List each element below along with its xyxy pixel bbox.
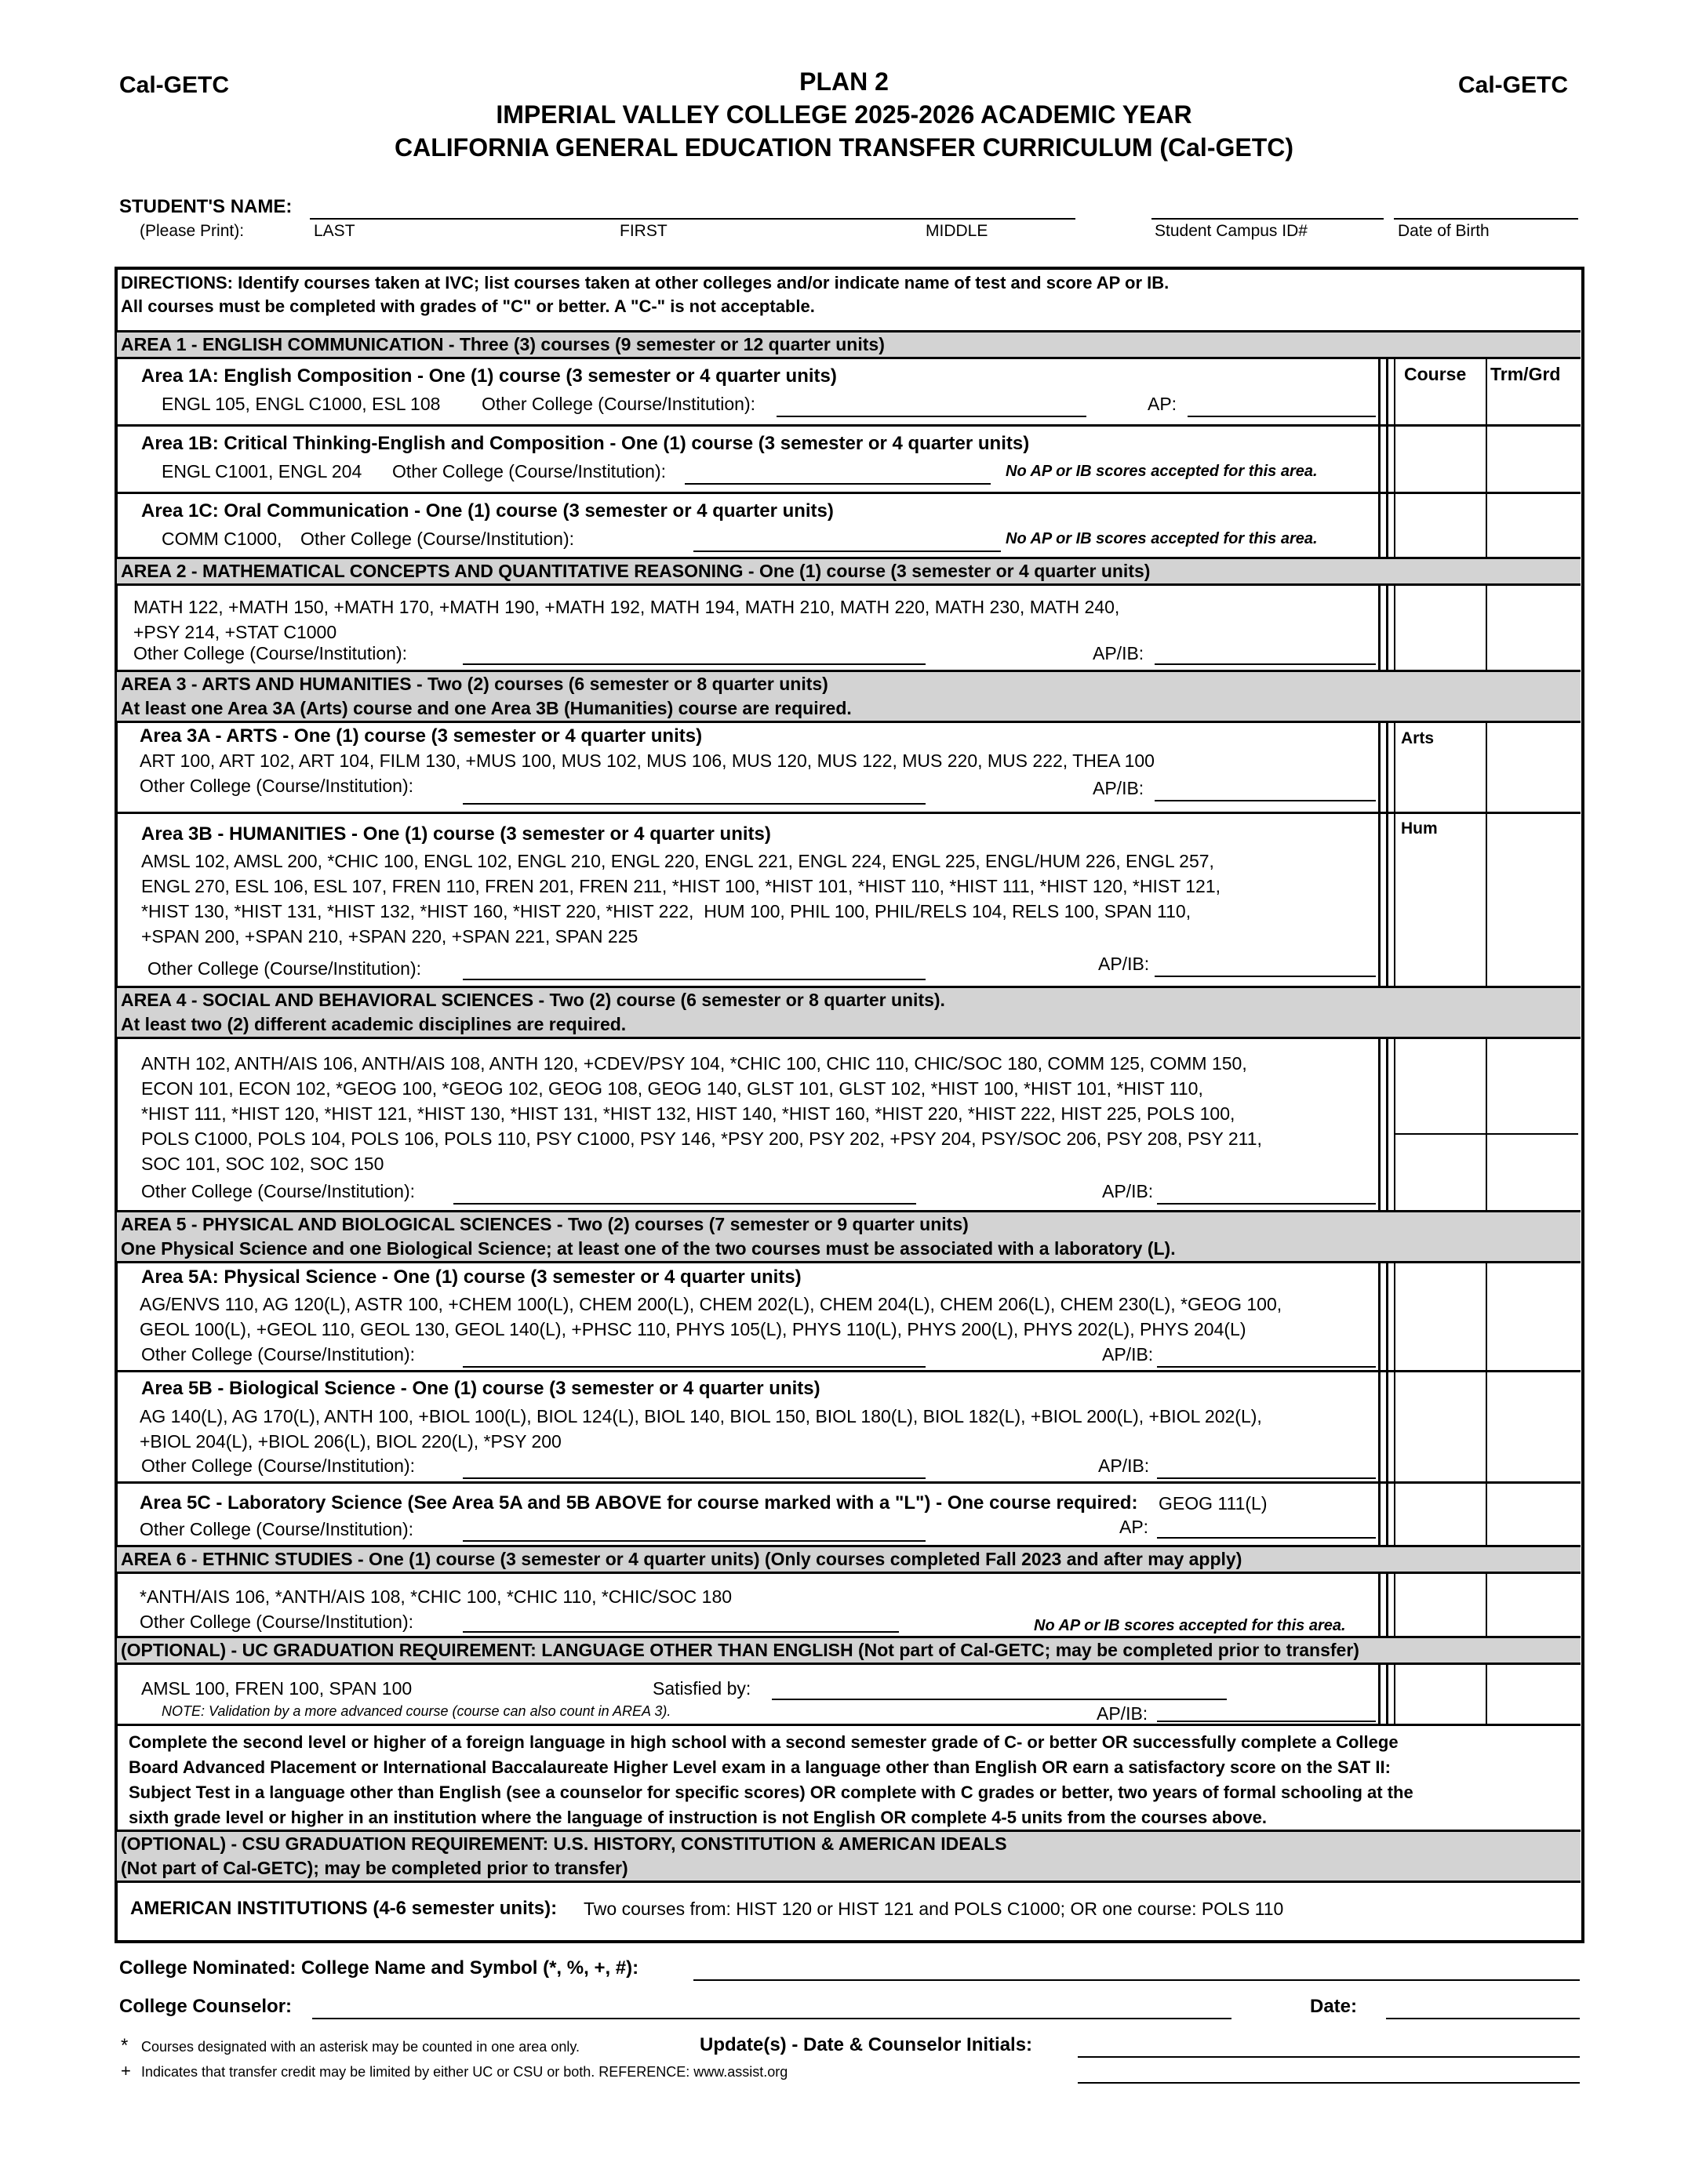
rule bbox=[117, 1663, 1581, 1665]
grid-line bbox=[1386, 1663, 1388, 1724]
apib-label: AP/IB: bbox=[1093, 643, 1144, 663]
other-college-field[interactable] bbox=[463, 1631, 899, 1633]
other-college-label: Other College (Course/Institution): bbox=[140, 1612, 413, 1632]
college-counselor-label: College Counselor: bbox=[119, 1996, 293, 2017]
grid-line bbox=[1486, 357, 1487, 557]
grid-line bbox=[1486, 1572, 1487, 1636]
last-label: LAST bbox=[314, 222, 355, 240]
college-nominated-label: College Nominated: College Name and Symbol (*, %, +, #): bbox=[119, 1957, 639, 1979]
area3b-title: Area 3B - HUMANITIES - One (1) course (3 semester or 4 quarter units) bbox=[141, 823, 771, 845]
dob-label: Date of Birth bbox=[1398, 222, 1490, 240]
plus-symbol: + bbox=[121, 2061, 131, 2080]
hum-label: Hum bbox=[1401, 819, 1438, 838]
grid-line bbox=[1394, 721, 1395, 986]
grid-line bbox=[1386, 1037, 1388, 1210]
area3b-courses: AMSL 102, AMSL 200, *CHIC 100, ENGL 102, ENGL 210, ENGL 220, ENGL 221, ENGL 224, ENGL 225, ENGL/HUM 226, ENGL 257, ENGL 270, ESL 106, ESL 107, FREN 110, FREN 201, FREN 211, *HIST 100, *HIST 101, *HIST 110, *HIST 111, *HIST 120, *HIST 121, *HIST 130, *HIST 131, *HIST 132, *HIST 160, *HIST 220, *HIST 222, HUM 100, PHIL 100, PHIL/RELS 104, RELS 100, SPAN 110, +SPAN 200, +SPAN 210, +SPAN 220, +SPAN 221, SPAN 225 bbox=[141, 851, 1221, 947]
date-of-birth-field[interactable] bbox=[1394, 218, 1578, 220]
grid-line bbox=[1378, 583, 1381, 670]
area3-title: AREA 3 - ARTS AND HUMANITIES - Two (2) courses (6 semester or 8 quarter units) bbox=[121, 674, 828, 694]
apib-label: AP/IB: bbox=[1102, 1181, 1154, 1201]
other-college-field[interactable] bbox=[453, 1203, 916, 1205]
updates-field-2[interactable] bbox=[1078, 2082, 1580, 2084]
apib-field[interactable] bbox=[1157, 1721, 1376, 1722]
arts-label: Arts bbox=[1401, 729, 1435, 747]
apib-field[interactable] bbox=[1157, 1477, 1376, 1479]
csu-subtitle: (Not part of Cal-GETC); may be completed prior to transfer) bbox=[121, 1858, 628, 1878]
updates-field-1[interactable] bbox=[1078, 2056, 1580, 2058]
trm-grd-column-header: Trm/Grd bbox=[1490, 364, 1561, 384]
area5c-title: Area 5C - Laboratory Science (See Area 5A and 5B ABOVE for course marked with a "L") - One course required: bbox=[140, 1492, 1138, 1514]
uc-note: NOTE: Validation by a more advanced course (course can also count in AREA 3). bbox=[162, 1703, 671, 1719]
no-ap-ib-note: No AP or IB scores accepted for this area. bbox=[1034, 1617, 1346, 1634]
other-college-field[interactable] bbox=[463, 1477, 926, 1479]
student-name-label: STUDENT'S NAME: bbox=[119, 196, 293, 217]
date-label: Date: bbox=[1310, 1996, 1358, 2017]
rule bbox=[117, 1724, 1581, 1726]
other-college-label: Other College (Course/Institution): bbox=[140, 1519, 413, 1539]
rule bbox=[117, 1261, 1581, 1263]
please-print-label: (Please Print): bbox=[140, 222, 245, 240]
grid-line bbox=[1386, 1261, 1388, 1545]
other-college-field[interactable] bbox=[685, 483, 991, 485]
updates-label: Update(s) - Date & Counselor Initials: bbox=[700, 2034, 1033, 2055]
rule bbox=[117, 424, 1581, 427]
area1c-courses: COMM C1000, bbox=[162, 529, 282, 549]
area5b-title: Area 5B - Biological Science - One (1) course (3 semester or 4 quarter units) bbox=[141, 1378, 820, 1399]
apib-label: AP/IB: bbox=[1093, 778, 1144, 798]
rule bbox=[117, 1881, 1581, 1883]
grid-line bbox=[1394, 1261, 1395, 1545]
grid-line bbox=[1386, 583, 1388, 670]
first-label: FIRST bbox=[620, 222, 668, 240]
curriculum-title: CALIFORNIA GENERAL EDUCATION TRANSFER CURRICULUM (Cal-GETC) bbox=[394, 133, 1294, 162]
apib-field[interactable] bbox=[1157, 1203, 1376, 1205]
right-header-tag: Cal-GETC bbox=[1457, 72, 1568, 98]
grid-line bbox=[1486, 1037, 1487, 1210]
uc-instructions: Complete the second level or higher of a foreign language in high school with a second semester grade of C- or better OR successfully complete a College Board Advanced Placement or International Baccalaureate Higher Level exam in a language other than English OR earn a satisfactory score on the SAT II: Subject Test in a language other than English (see a counselor for specific scores) OR complete with C grades or better, two years of formal schooling at the sixth grade level or higher in an institution where the language of instruction is not English OR complete 4-5 units from the courses above. bbox=[129, 1732, 1413, 1827]
directions-line1: DIRECTIONS: Identify courses taken at IVC; list courses taken at other colleges and/or indicate name of test and score AP or IB. bbox=[121, 273, 1170, 293]
asterisk-footnote: Courses designated with an asterisk may be counted in one area only. bbox=[141, 2039, 580, 2055]
other-college-label: Other College (Course/Institution): bbox=[140, 776, 413, 796]
csu-title: (OPTIONAL) - CSU GRADUATION REQUIREMENT: U.S. HISTORY, CONSTITUTION & AMERICAN IDEALS bbox=[121, 1833, 1007, 1854]
grid-line bbox=[1378, 357, 1381, 557]
directions-line2: All courses must be completed with grades of "C" or better. A "C-" is not acceptable. bbox=[121, 296, 815, 316]
grid-line bbox=[1378, 1037, 1381, 1210]
rule bbox=[117, 1370, 1581, 1372]
apib-field[interactable] bbox=[1157, 1366, 1376, 1368]
area3-subtitle: At least one Area 3A (Arts) course and one Area 3B (Humanities) course are required. bbox=[121, 698, 852, 718]
other-college-label: Other College (Course/Institution): bbox=[482, 394, 755, 414]
grid-line bbox=[1486, 1261, 1487, 1545]
apib-label: AP/IB: bbox=[1098, 954, 1150, 974]
other-college-label: Other College (Course/Institution): bbox=[300, 529, 574, 549]
area1a-courses: ENGL 105, ENGL C1000, ESL 108 bbox=[162, 394, 441, 414]
grid-line bbox=[1386, 357, 1388, 557]
campus-id-field[interactable] bbox=[1151, 218, 1384, 220]
area2-title: AREA 2 - MATHEMATICAL CONCEPTS AND QUANTITATIVE REASONING - One (1) course (3 semester or 4 quarter units) bbox=[121, 561, 1151, 581]
student-name-field[interactable] bbox=[310, 218, 1075, 220]
left-header-tag: Cal-GETC bbox=[119, 72, 230, 98]
apib-field[interactable] bbox=[1155, 800, 1376, 801]
area6-title: AREA 6 - ETHNIC STUDIES - One (1) course (3 semester or 4 quarter units) (Only courses completed Fall 2023 and after may apply) bbox=[121, 1549, 1242, 1569]
middle-label: MIDDLE bbox=[926, 222, 988, 240]
plus-footnote: Indicates that transfer credit may be limited by either UC or CSU or both. REFERENCE: www.assist.org bbox=[141, 2064, 788, 2080]
other-college-label: Other College (Course/Institution): bbox=[141, 1181, 415, 1201]
grid-line bbox=[1394, 583, 1395, 670]
grid-line bbox=[1386, 1572, 1388, 1636]
other-college-field[interactable] bbox=[463, 1540, 926, 1542]
area5a-courses: AG/ENVS 110, AG 120(L), ASTR 100, +CHEM 100(L), CHEM 200(L), CHEM 202(L), CHEM 204(L), CHEM 206(L), CHEM 230(L), *GEOG 100, GEOL 100(L), +GEOL 110, GEOL 130, GEOL 140(L), +PHSC 110, PHYS 105(L), PHYS 110(L), PHYS 200(L), PHYS 202(L), PHYS 204(L) bbox=[140, 1294, 1282, 1339]
no-ap-ib-note: No AP or IB scores accepted for this area. bbox=[1006, 463, 1318, 480]
apib-label: AP/IB: bbox=[1102, 1344, 1154, 1365]
other-college-label: Other College (Course/Institution): bbox=[141, 1455, 415, 1476]
area1c-title: Area 1C: Oral Communication - One (1) course (3 semester or 4 quarter units) bbox=[141, 500, 834, 521]
area2-courses: MATH 122, +MATH 150, +MATH 170, +MATH 190, +MATH 192, MATH 194, MATH 210, MATH 220, MATH 230, MATH 240, +PSY 214, +STAT C1000 bbox=[133, 597, 1120, 642]
area5a-title: Area 5A: Physical Science - One (1) course (3 semester or 4 quarter units) bbox=[141, 1266, 802, 1288]
rule bbox=[117, 1481, 1581, 1484]
apib-field[interactable] bbox=[1155, 976, 1376, 977]
grid-line bbox=[1386, 721, 1388, 986]
other-college-field[interactable] bbox=[463, 803, 926, 805]
other-college-label: Other College (Course/Institution): bbox=[147, 958, 421, 979]
area1-title: AREA 1 - ENGLISH COMMUNICATION - Three (3) courses (9 semester or 12 quarter units) bbox=[121, 334, 885, 354]
apib-label: AP/IB: bbox=[1097, 1703, 1148, 1724]
college-nominated-field[interactable] bbox=[693, 1979, 1580, 1981]
area3a-title: Area 3A - ARTS - One (1) course (3 semester or 4 quarter units) bbox=[140, 725, 703, 747]
area5-title: AREA 5 - PHYSICAL AND BIOLOGICAL SCIENCES - Two (2) courses (7 semester or 9 quarter units) bbox=[121, 1214, 969, 1234]
area4-title: AREA 4 - SOCIAL AND BEHAVIORAL SCIENCES - Two (2) course (6 semester or 8 quarter units). bbox=[121, 990, 945, 1010]
other-college-field[interactable] bbox=[463, 979, 926, 980]
other-college-field[interactable] bbox=[693, 551, 1001, 552]
ap-field[interactable] bbox=[1157, 1537, 1376, 1539]
other-college-field[interactable] bbox=[463, 663, 926, 665]
uc-title: (OPTIONAL) - UC GRADUATION REQUIREMENT: LANGUAGE OTHER THAN ENGLISH (Not part of Cal-GETC; may be completed prior to transfer) bbox=[121, 1640, 1359, 1660]
other-college-field[interactable] bbox=[777, 416, 1086, 417]
area5c-course: GEOG 111(L) bbox=[1159, 1493, 1268, 1514]
no-ap-ib-note: No AP or IB scores accepted for this area. bbox=[1006, 530, 1318, 547]
area5b-courses: AG 140(L), AG 170(L), ANTH 100, +BIOL 100(L), BIOL 124(L), BIOL 140, BIOL 150, BIOL 180(L), BIOL 182(L), +BIOL 200(L), +BIOL 202(L), +BIOL 204(L), +BIOL 206(L), BIOL 220(L), *PSY 200 bbox=[140, 1406, 1262, 1452]
area4-subtitle: At least two (2) different academic disciplines are required. bbox=[121, 1014, 627, 1034]
satisfied-by-field[interactable] bbox=[772, 1699, 1227, 1700]
campus-id-label: Student Campus ID# bbox=[1155, 222, 1308, 240]
plan-title: PLAN 2 bbox=[799, 67, 889, 96]
grid-line bbox=[1378, 1572, 1381, 1636]
rule bbox=[117, 1572, 1581, 1574]
area6-courses: *ANTH/AIS 106, *ANTH/AIS 108, *CHIC 100, *CHIC 110, *CHIC/SOC 180 bbox=[140, 1586, 733, 1607]
area3a-courses: ART 100, ART 102, ART 104, FILM 130, +MUS 100, MUS 102, MUS 106, MUS 120, MUS 122, MUS 220, MUS 222, THEA 100 bbox=[140, 750, 1155, 771]
other-college-label: Other College (Course/Institution): bbox=[141, 1344, 415, 1365]
grid-line bbox=[1394, 1572, 1395, 1636]
uc-courses: AMSL 100, FREN 100, SPAN 100 bbox=[141, 1678, 413, 1699]
rule bbox=[117, 1037, 1581, 1039]
area1a-title: Area 1A: English Composition - One (1) course (3 semester or 4 quarter units) bbox=[141, 365, 837, 387]
rule bbox=[117, 492, 1581, 494]
rule bbox=[117, 357, 1581, 359]
grid-line bbox=[1378, 721, 1381, 986]
grid-line bbox=[1486, 583, 1487, 670]
ap-field[interactable] bbox=[1188, 416, 1376, 417]
other-college-field[interactable] bbox=[463, 1366, 926, 1368]
grid-line bbox=[1394, 1037, 1395, 1210]
american-institutions-text: Two courses from: HIST 120 or HIST 121 and POLS C1000; OR one course: POLS 110 bbox=[584, 1899, 1284, 1919]
grid-line bbox=[1394, 357, 1395, 557]
area5-subtitle: One Physical Science and one Biological Science; at least one of the two courses must be associated with a laboratory (L). bbox=[121, 1238, 1176, 1259]
college-year-title: IMPERIAL VALLEY COLLEGE 2025-2026 ACADEMIC YEAR bbox=[496, 100, 1192, 129]
rule bbox=[117, 812, 1581, 814]
other-college-label: Other College (Course/Institution): bbox=[392, 461, 666, 481]
ap-label: AP: bbox=[1148, 394, 1177, 414]
rule bbox=[117, 583, 1581, 586]
date-field[interactable] bbox=[1386, 2018, 1580, 2019]
apib-label: AP/IB: bbox=[1098, 1455, 1150, 1476]
grid-line bbox=[1378, 1261, 1381, 1545]
american-institutions-label: AMERICAN INSTITUTIONS (4-6 semester units): bbox=[130, 1898, 558, 1919]
other-college-label: Other College (Course/Institution): bbox=[133, 643, 407, 663]
apib-field[interactable] bbox=[1155, 663, 1376, 665]
area4-courses: ANTH 102, ANTH/AIS 106, ANTH/AIS 108, ANTH 120, +CDEV/PSY 104, *CHIC 100, CHIC 110, CHIC/SOC 180, COMM 125, COMM 150, ECON 101, ECON 102, *GEOG 100, *GEOG 102, GEOG 108, GEOG 140, GLST 101, GLST 102, *HIST 100, *HIST 101, *HIST 110, *HIST 111, *HIST 120, *HIST 121, *HIST 130, *HIST 131, *HIST 132, HIST 140, *HIST 160, *HIST 220, *HIST 222, HIST 225, POLS 100, POLS C1000, POLS 104, POLS 106, POLS 110, PSY C1000, PSY 146, *PSY 200, PSY 202, +PSY 204, PSY/SOC 206, PSY 208, PSY 211, SOC 101, SOC 102, SOC 150 bbox=[141, 1053, 1262, 1174]
grid-line bbox=[1486, 721, 1487, 986]
grid-line bbox=[1378, 1663, 1381, 1724]
rule bbox=[117, 721, 1581, 723]
ap-label: AP: bbox=[1119, 1517, 1149, 1537]
college-counselor-field[interactable] bbox=[312, 2018, 1231, 2019]
asterisk-symbol: * bbox=[121, 2035, 129, 2056]
area1b-title: Area 1B: Critical Thinking-English and Composition - One (1) course (3 semester or 4 quarter units) bbox=[141, 433, 1030, 454]
grid-line bbox=[1486, 1663, 1487, 1724]
satisfied-by-label: Satisfied by: bbox=[653, 1678, 751, 1699]
course-column-header: Course bbox=[1404, 364, 1467, 384]
grid-line bbox=[1394, 1663, 1395, 1724]
area1b-courses: ENGL C1001, ENGL 204 bbox=[162, 461, 362, 481]
